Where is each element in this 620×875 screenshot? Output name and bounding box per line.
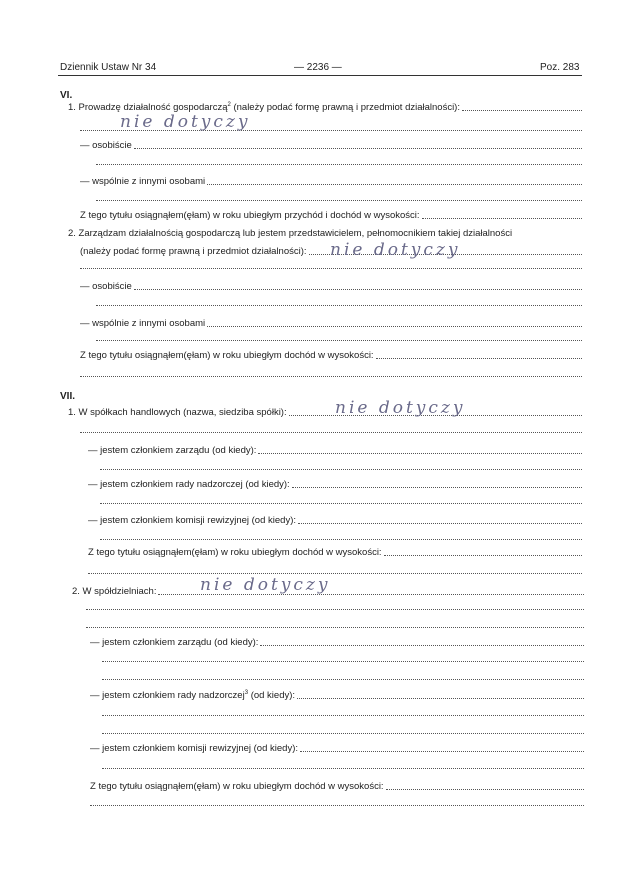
- vi-income1-field[interactable]: [422, 217, 582, 219]
- vii-audit-line2[interactable]: [100, 539, 582, 540]
- section-vi-title: VI.: [60, 90, 73, 101]
- position-number: Poz. 283: [540, 62, 580, 73]
- vi-personally-line2[interactable]: [96, 164, 582, 165]
- vi-personally2-label: — osobiście: [80, 281, 132, 292]
- vii-item2-label: 2. W spółdzielniach:: [72, 586, 157, 597]
- vii-income2-row: [90, 781, 584, 792]
- vii-income2-field[interactable]: [386, 788, 584, 790]
- vii-supervisory-field[interactable]: [292, 486, 582, 488]
- vi-income1-label: Z tego tytułu osiągnąłem(ęłam) w roku ubiegłym przychód i dochód w wysokości:: [80, 210, 420, 221]
- vii-income-line2[interactable]: [88, 573, 582, 574]
- vi-item2-row: [68, 228, 582, 239]
- vii-item1-row: [68, 407, 582, 418]
- vii-board2-row: [90, 637, 584, 648]
- vi-item2-label-line1: 2. Zarządzam działalnością gospodarczą lub jestem przedstawicielem, pełnomocnikiem takiej działalności: [68, 228, 513, 239]
- vi-personally-label: — osobiście: [80, 140, 132, 151]
- page-number: — 2236 —: [294, 62, 342, 73]
- vi-income2-field[interactable]: [376, 357, 582, 359]
- vi-income2-label: Z tego tytułu osiągnąłem(ęłam) w roku ubiegłym dochód w wysokości:: [80, 350, 374, 361]
- vii-income2-label: Z tego tytułu osiągnąłem(ęłam) w roku ubiegłym dochód w wysokości:: [90, 781, 384, 792]
- vii-board-field[interactable]: [258, 452, 582, 454]
- vii-item1-label: 1. W spółkach handlowych (nazwa, siedziba spółki):: [68, 407, 287, 418]
- vii-supervisory2-line2[interactable]: [102, 715, 584, 716]
- vii-item2-line3[interactable]: [86, 627, 584, 628]
- header-rule: [58, 75, 582, 76]
- vii-item1-handwriting: nie dotyczy: [335, 398, 466, 418]
- vii-income2-line2[interactable]: [90, 805, 584, 806]
- vii-supervisory-row: [88, 479, 582, 490]
- vi-personally-row: [80, 140, 582, 151]
- vii-board-row: [88, 445, 582, 456]
- vi-income2-row: [80, 350, 582, 361]
- vi-personally2-line2[interactable]: [96, 305, 582, 306]
- vii-supervisory2-line3[interactable]: [102, 733, 584, 734]
- vii-audit-field[interactable]: [298, 522, 582, 524]
- vii-board2-line2[interactable]: [102, 661, 584, 662]
- vii-board2-label: — jestem członkiem zarządu (od kiedy):: [90, 637, 259, 648]
- vii-board-line2[interactable]: [100, 469, 582, 470]
- vii-audit2-label: — jestem członkiem komisji rewizyjnej (od kiedy):: [90, 743, 298, 754]
- vii-supervisory2-label: — jestem członkiem rady nadzorczej$^3$ (od kiedy):: [90, 690, 296, 702]
- vii-board2-line3[interactable]: [102, 679, 584, 680]
- vi-jointly2-label: — wspólnie z innymi osobami: [80, 318, 206, 329]
- vii-supervisory-label: — jestem członkiem rady nadzorczej (od kiedy):: [88, 479, 290, 490]
- vi-income2-line2[interactable]: [80, 376, 582, 377]
- vii-income-row: [88, 547, 582, 558]
- vii-supervisory2-field[interactable]: [297, 697, 584, 699]
- vi-jointly2-row: [80, 318, 582, 329]
- vii-income-label: Z tego tytułu osiągnąłem(ęłam) w roku ubiegłym dochód w wysokości:: [88, 547, 382, 558]
- vi-item1-label: 1. Prowadzę działalność gospodarczą$^2$ (należy podać formę prawną i przedmiot działalności):: [68, 102, 460, 114]
- vi-item2-line2[interactable]: [80, 268, 582, 269]
- vii-audit2-line2[interactable]: [102, 768, 584, 769]
- vi-income1-row: [80, 210, 582, 221]
- vii-supervisory2-row: [90, 690, 584, 701]
- journal-title: Dziennik Ustaw Nr 34: [60, 62, 157, 73]
- vi-item1-handwriting: nie dotyczy: [120, 112, 251, 132]
- vi-jointly2-line2[interactable]: [96, 340, 582, 341]
- vi-item2-handwriting: nie dotyczy: [330, 240, 461, 260]
- vi-jointly-line2[interactable]: [96, 200, 582, 201]
- vii-audit2-row: [90, 743, 584, 754]
- vi-jointly-field[interactable]: [207, 183, 582, 185]
- vii-item1-line2[interactable]: [80, 432, 582, 433]
- vi-personally2-field[interactable]: [134, 288, 582, 290]
- vii-board-label: — jestem członkiem zarządu (od kiedy):: [88, 445, 257, 456]
- vi-jointly-label: — wspólnie z innymi osobami: [80, 176, 206, 187]
- vi-jointly2-field[interactable]: [207, 325, 582, 327]
- vii-audit-row: [88, 515, 582, 526]
- vii-income-field[interactable]: [384, 554, 582, 556]
- vi-item2-label-line2: (należy podać formę prawną i przedmiot działalności):: [80, 246, 307, 257]
- vii-item2-handwriting: nie dotyczy: [200, 575, 331, 595]
- vii-supervisory-line2[interactable]: [100, 503, 582, 504]
- vii-item2-line2[interactable]: [86, 609, 584, 610]
- section-vii-title: VII.: [60, 391, 76, 402]
- vii-audit2-field[interactable]: [300, 750, 584, 752]
- vii-audit-label: — jestem członkiem komisji rewizyjnej (od kiedy):: [88, 515, 296, 526]
- vi-personally-field[interactable]: [134, 147, 582, 149]
- vi-personally2-row: [80, 281, 582, 292]
- vi-item1-field[interactable]: [462, 109, 582, 111]
- vi-jointly-row: [80, 176, 582, 187]
- vii-board2-field[interactable]: [260, 644, 584, 646]
